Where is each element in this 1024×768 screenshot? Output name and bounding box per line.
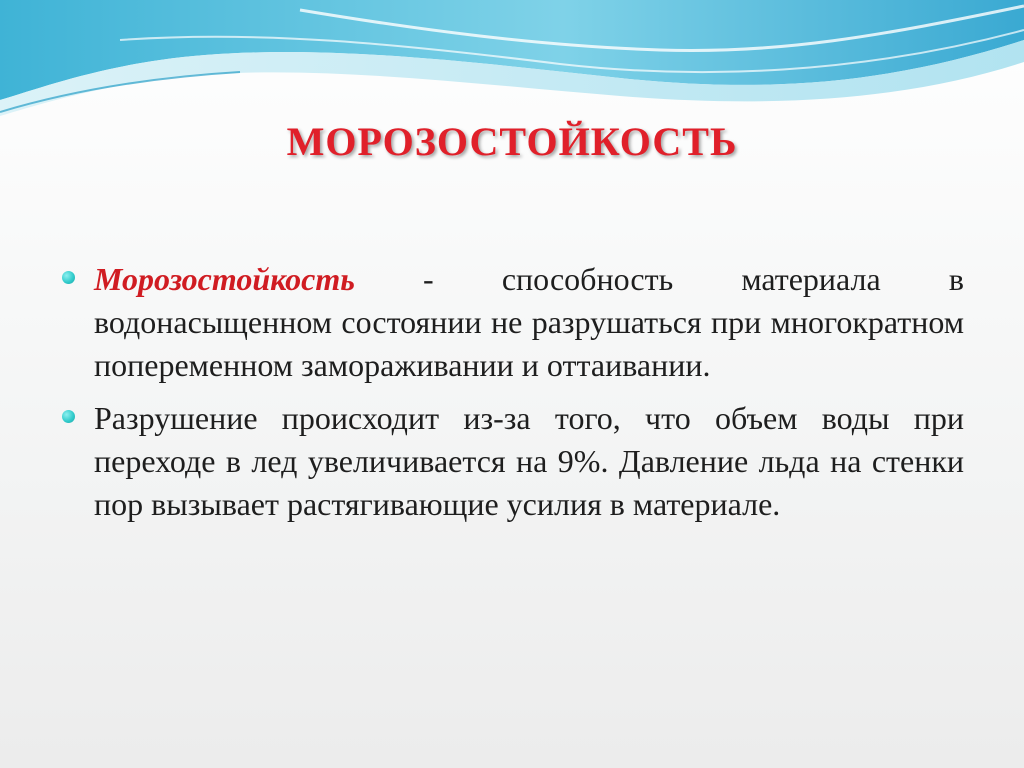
bullet-text: Разрушение происходит из-за того, что объем воды при переходе в лед увеличивается на 9%. Давление льда на стенки пор вызывает растягивающие усилия в материале. xyxy=(94,400,964,522)
bullet-dot-icon xyxy=(62,410,75,423)
bullet-list xyxy=(62,258,964,536)
bullet-item-explanation xyxy=(62,397,964,526)
bullet-dot-icon xyxy=(62,271,75,284)
term-highlight: Морозостойкость xyxy=(94,261,355,297)
bullet-text: - способность материала в водонасыщенном состоянии не разрушаться при многократном попеременном замораживании и оттаивании. xyxy=(94,261,964,383)
wave-decoration xyxy=(0,0,1024,130)
bullet-item-definition xyxy=(62,258,964,387)
slide-title: МОРОЗОСТОЙКОСТЬ xyxy=(286,119,738,164)
